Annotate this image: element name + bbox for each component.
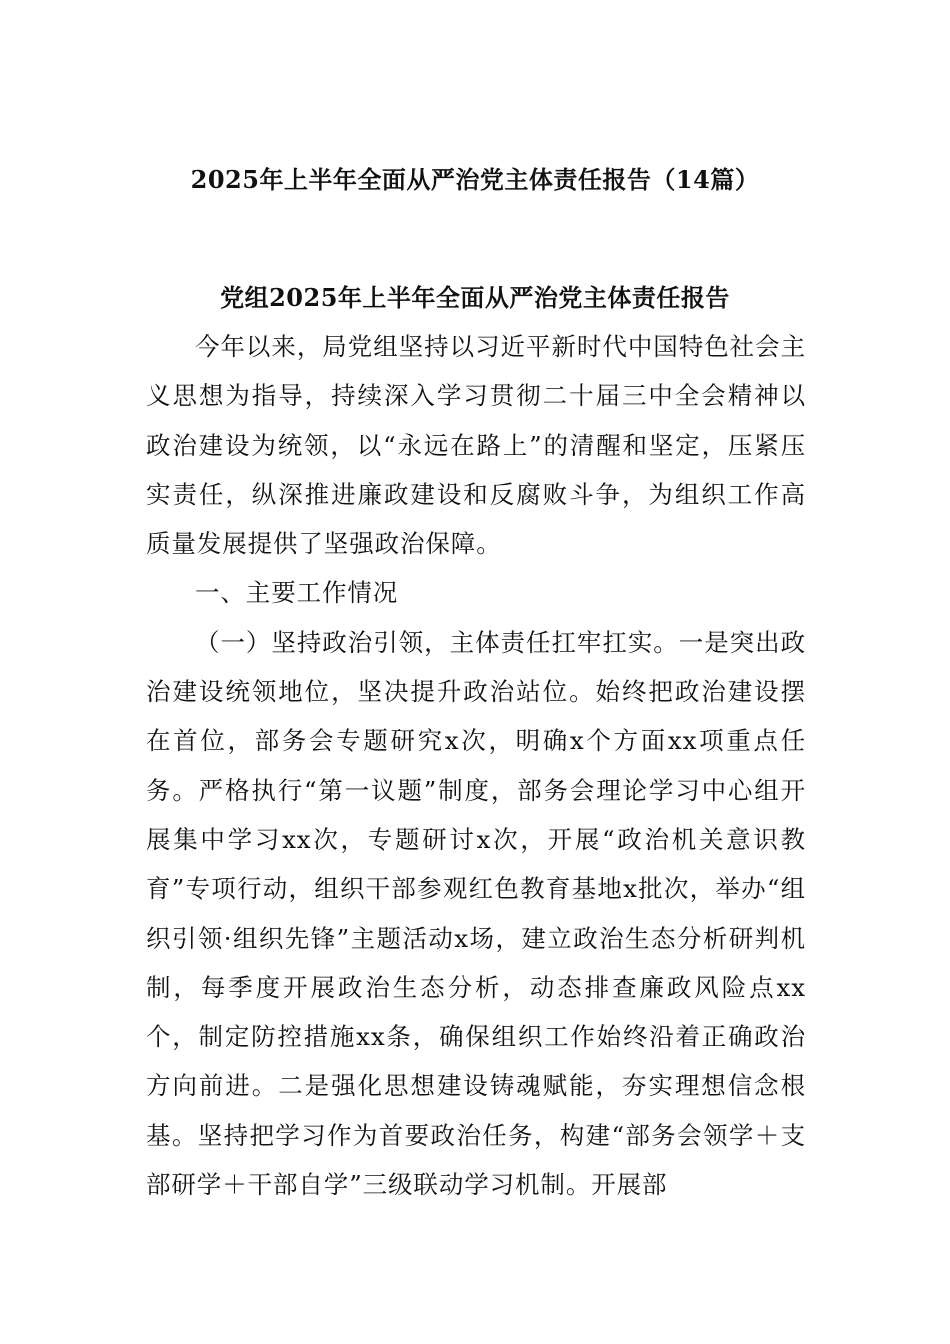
section-title: 党组2025年上半年全面从严治党主体责任报告 — [220, 283, 730, 312]
paragraph-political-leadership: （一）坚持政治引领，主体责任扛牢扛实。一是突出政治建设统领地位，坚决提升政治站位。始终把政治建设摆在首位，部务会专题研究x次，明确x个方面xx项重点任务。严格执行“第一议题”制度，部务会理论学习中心组开展集中学习xx次，专题研讨x次，开展“政治机关意识教育”专项行动，组织干部参观红色教育基地x批次，举办“组织引领·组织先锋”主题活动x场，建立政治生态分析研判机制，每季度开展政治生态分析，动态排查廉政风险点xx个，制定防控措施xx条，确保组织工作始终沿着正确政治方向前进。二是强化思想建设铸魂赋能，夯实理想信念根基。坚持把学习作为首要政治任务，构建“部务会领学＋支部研学＋干部自学”三级联动学习机制。开展部 — [146, 627, 806, 1200]
document-body — [146, 322, 806, 1209]
paragraph-heading-main-work: 一、主要工作情况 — [195, 578, 399, 608]
document-title: 2025年上半年全面从严治党主体责任报告（14篇） — [190, 165, 760, 194]
paragraph-intro: 今年以来，局党组坚持以习近平新时代中国特色社会主义思想为指导，持续深入学习贯彻二十届三中全会精神以政治建设为统领，以“永远在路上”的清醒和坚定，压紧压实责任，纵深推进廉政建设和反腐败斗争，为组织工作高质量发展提供了坚强政治保障。 — [146, 332, 806, 559]
